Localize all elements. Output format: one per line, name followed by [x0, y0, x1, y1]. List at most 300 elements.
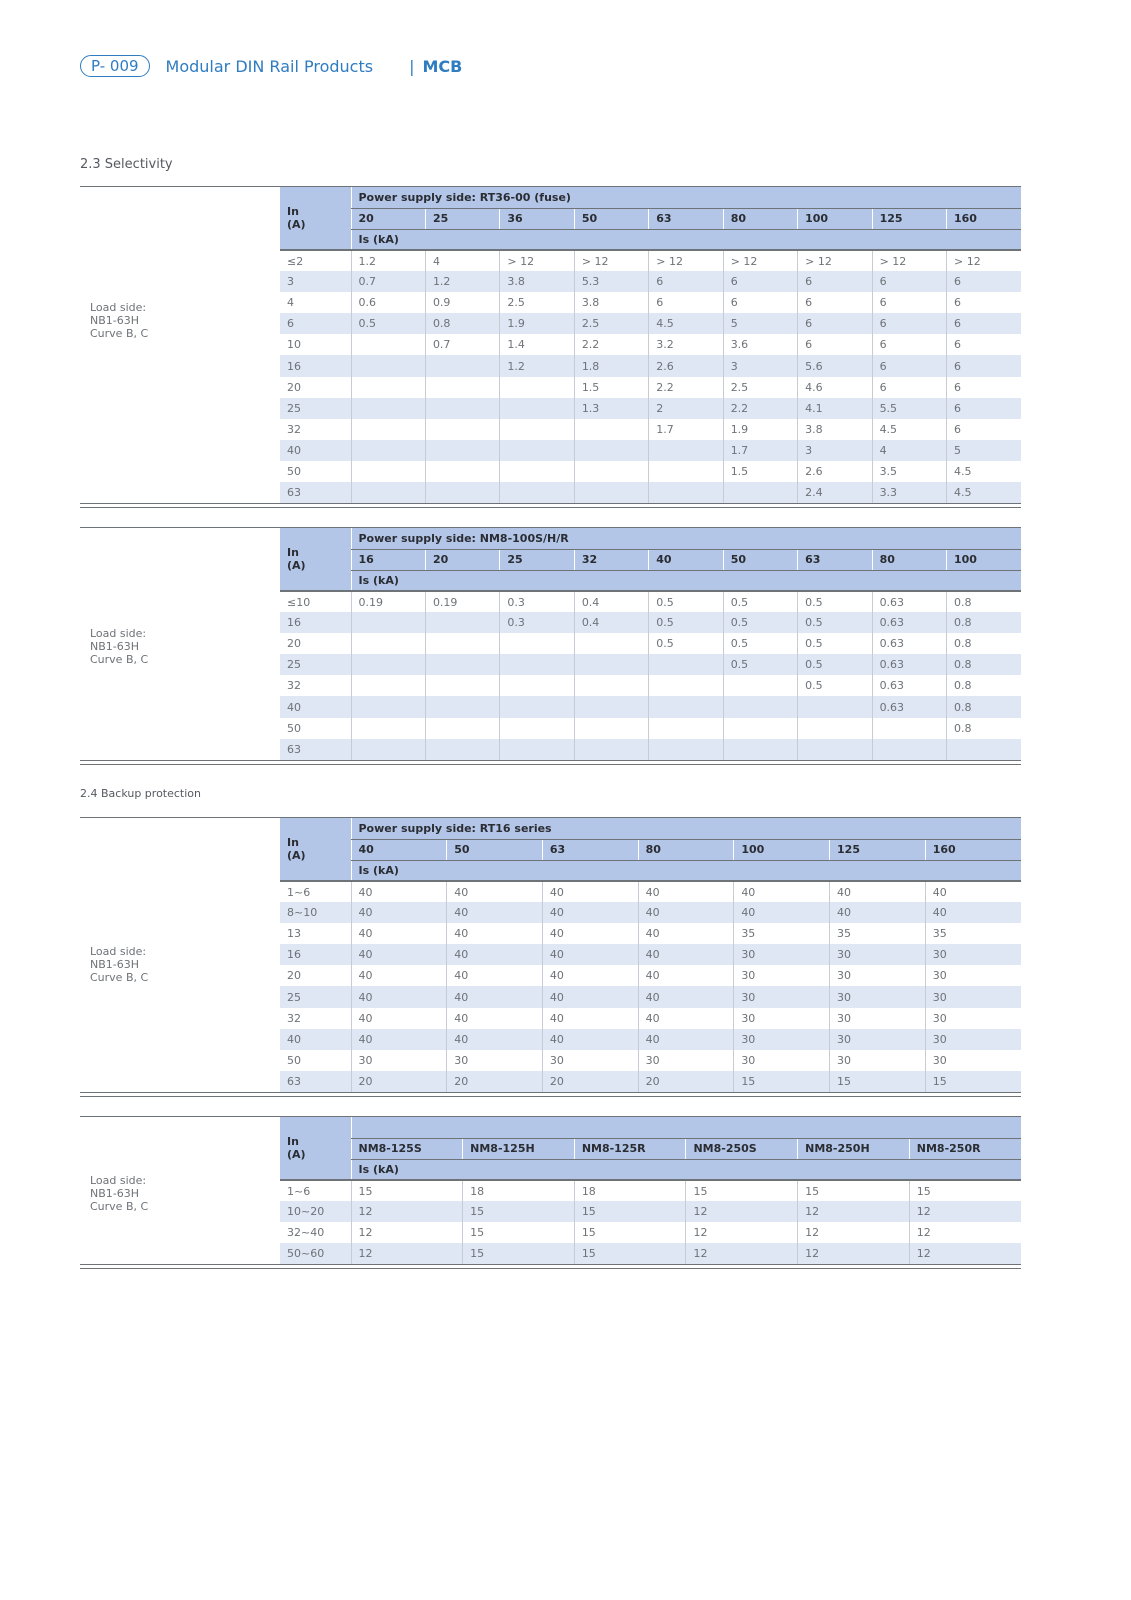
is-value-cell: 2.2: [574, 334, 648, 355]
is-value-cell: 4.5: [649, 313, 723, 334]
is-value-cell: 1.9: [723, 419, 797, 440]
in-header-line: In: [287, 205, 299, 218]
is-value-cell: 35: [830, 923, 926, 944]
is-value-cell: 6: [649, 292, 723, 313]
is-value-cell: 0.8: [947, 696, 1022, 717]
is-value-cell: 12: [351, 1201, 463, 1222]
is-value-cell: 30: [830, 986, 926, 1007]
is-value-cell: 30: [447, 1050, 543, 1071]
is-value-cell: [500, 696, 574, 717]
table-bottom-rule: [80, 1264, 1021, 1269]
is-value-cell: 0.19: [351, 591, 425, 612]
table-row: [280, 675, 1021, 696]
in-header-line: (A): [287, 849, 306, 862]
table-row: [280, 923, 1021, 944]
is-value-cell: [425, 440, 499, 461]
column-header-cell: 80: [872, 549, 946, 570]
is-value-cell: 0.63: [872, 633, 946, 654]
is-value-cell: 30: [925, 965, 1021, 986]
column-header-cell: 63: [649, 208, 723, 229]
is-value-cell: 30: [925, 1008, 1021, 1029]
is-value-cell: [574, 482, 648, 503]
is-value-cell: 6: [947, 271, 1022, 292]
is-value-cell: 40: [638, 986, 734, 1007]
is-value-cell: 6: [723, 271, 797, 292]
is-value-cell: 0.8: [947, 591, 1022, 612]
is-value-cell: 0.5: [649, 633, 723, 654]
is-value-cell: 1.9: [500, 313, 574, 334]
is-value-cell: [798, 718, 872, 739]
is-value-cell: 20: [351, 1071, 447, 1092]
is-value-cell: 40: [542, 965, 638, 986]
load-side-line: Load side:: [90, 945, 147, 958]
table-row: [280, 1050, 1021, 1071]
is-value-cell: [500, 633, 574, 654]
column-header-cell: 100: [734, 839, 830, 860]
is-value-cell: 4.5: [947, 461, 1022, 482]
is-value-cell: [425, 696, 499, 717]
header-tag: MCB: [422, 56, 463, 76]
is-value-cell: 6: [947, 419, 1022, 440]
is-value-cell: 1.5: [574, 377, 648, 398]
load-side-label: [90, 301, 148, 340]
is-value-cell: 30: [830, 944, 926, 965]
is-value-cell: > 12: [500, 250, 574, 271]
is-value-cell: 40: [351, 1029, 447, 1050]
in-value-cell: 20: [280, 965, 351, 986]
is-value-cell: 40: [542, 923, 638, 944]
is-value-cell: [723, 718, 797, 739]
is-value-cell: 0.8: [947, 718, 1022, 739]
is-value-cell: 4: [872, 440, 946, 461]
is-value-cell: 40: [734, 902, 830, 923]
in-value-cell: 40: [280, 440, 351, 461]
table-row: [280, 461, 1021, 482]
in-value-cell: 10: [280, 334, 351, 355]
is-value-cell: 0.5: [723, 591, 797, 612]
supply-header-cell: [351, 1117, 1021, 1138]
is-value-cell: 15: [925, 1071, 1021, 1092]
is-value-cell: 30: [351, 1050, 447, 1071]
is-value-cell: 2: [649, 398, 723, 419]
table-row: [280, 902, 1021, 923]
in-value-cell: 25: [280, 654, 351, 675]
is-value-cell: 6: [872, 313, 946, 334]
table-row: [280, 612, 1021, 633]
is-value-cell: > 12: [798, 250, 872, 271]
is-value-cell: 12: [798, 1222, 910, 1243]
in-header-line: (A): [287, 1148, 306, 1161]
is-value-cell: [574, 654, 648, 675]
column-header-cell: 25: [500, 549, 574, 570]
is-value-cell: [351, 696, 425, 717]
is-value-cell: [351, 718, 425, 739]
in-value-cell: 25: [280, 986, 351, 1007]
is-value-cell: 40: [351, 1008, 447, 1029]
table-row: [280, 965, 1021, 986]
is-value-cell: 4: [425, 250, 499, 271]
is-value-cell: 20: [542, 1071, 638, 1092]
is-value-cell: 0.19: [425, 591, 499, 612]
table-row: [280, 633, 1021, 654]
in-value-cell: 25: [280, 398, 351, 419]
is-value-cell: 6: [947, 355, 1022, 376]
table-row: [280, 482, 1021, 503]
is-value-cell: 30: [830, 1050, 926, 1071]
is-value-cell: 12: [909, 1243, 1021, 1264]
is-value-cell: 40: [734, 881, 830, 902]
column-header-row: [280, 208, 1021, 229]
is-header-row: [280, 570, 1021, 591]
is-value-cell: 40: [447, 986, 543, 1007]
is-value-cell: 15: [798, 1180, 910, 1201]
table-row: [280, 1180, 1021, 1201]
is-value-cell: 5: [723, 313, 797, 334]
is-value-cell: 15: [463, 1243, 575, 1264]
is-value-cell: 0.5: [798, 654, 872, 675]
is-header-cell: Is (kA): [351, 1159, 1021, 1180]
data-table: [280, 818, 1021, 1092]
is-value-cell: 40: [351, 881, 447, 902]
load-side-line: Curve B, C: [90, 971, 149, 984]
is-value-cell: 0.8: [947, 612, 1022, 633]
is-value-cell: [574, 696, 648, 717]
is-value-cell: 15: [574, 1201, 686, 1222]
is-value-cell: 40: [638, 881, 734, 902]
is-value-cell: [574, 633, 648, 654]
is-value-cell: 6: [798, 334, 872, 355]
table-row: [280, 313, 1021, 334]
in-value-cell: 16: [280, 944, 351, 965]
supply-header-cell: Power supply side: RT16 series: [351, 818, 1021, 839]
is-value-cell: [723, 482, 797, 503]
is-value-cell: [425, 419, 499, 440]
is-value-cell: [649, 739, 723, 760]
is-value-cell: 0.4: [574, 612, 648, 633]
is-value-cell: 40: [447, 923, 543, 944]
is-value-cell: 6: [947, 292, 1022, 313]
is-value-cell: [351, 398, 425, 419]
table-row: [280, 355, 1021, 376]
is-value-cell: 15: [351, 1180, 463, 1201]
table-row: [280, 1201, 1021, 1222]
load-side-line: Curve B, C: [90, 327, 149, 340]
is-value-cell: 12: [798, 1243, 910, 1264]
is-value-cell: 0.5: [798, 612, 872, 633]
is-value-cell: 12: [798, 1201, 910, 1222]
is-value-cell: [723, 675, 797, 696]
table-block: [80, 1116, 1021, 1269]
in-value-cell: 3: [280, 271, 351, 292]
in-header-cell: [280, 528, 351, 591]
is-value-cell: 30: [830, 1029, 926, 1050]
is-value-cell: 40: [542, 902, 638, 923]
column-header-cell: 63: [542, 839, 638, 860]
is-value-cell: [351, 612, 425, 633]
is-value-cell: 12: [351, 1243, 463, 1264]
in-value-cell: 32: [280, 675, 351, 696]
is-value-cell: 6: [872, 271, 946, 292]
in-header-line: In: [287, 546, 299, 559]
is-value-cell: 6: [723, 292, 797, 313]
section-title-selectivity: 2.3 Selectivity: [80, 157, 173, 172]
is-value-cell: [425, 482, 499, 503]
in-value-cell: 50: [280, 461, 351, 482]
is-value-cell: 40: [447, 902, 543, 923]
is-value-cell: 30: [734, 1008, 830, 1029]
is-value-cell: [649, 675, 723, 696]
table-row: [280, 881, 1021, 902]
table-row: [280, 1071, 1021, 1092]
is-value-cell: [947, 739, 1022, 760]
data-table: [280, 187, 1021, 503]
column-header-cell: 160: [947, 208, 1022, 229]
is-value-cell: [649, 482, 723, 503]
is-value-cell: 6: [947, 334, 1022, 355]
is-value-cell: 0.63: [872, 696, 946, 717]
in-value-cell: 6: [280, 313, 351, 334]
is-value-cell: 3: [723, 355, 797, 376]
is-value-cell: 40: [542, 881, 638, 902]
is-value-cell: [872, 739, 946, 760]
load-side-line: Load side:: [90, 301, 147, 314]
is-value-cell: 30: [734, 986, 830, 1007]
column-header-cell: NM8-125R: [574, 1138, 686, 1159]
header-separator: |: [409, 56, 415, 76]
is-value-cell: 35: [734, 923, 830, 944]
supply-header-row: [280, 1117, 1021, 1138]
in-value-cell: 63: [280, 1071, 351, 1092]
column-header-cell: 50: [723, 549, 797, 570]
is-value-cell: 3.5: [872, 461, 946, 482]
header-title: Modular DIN Rail Products: [165, 56, 374, 76]
is-value-cell: 40: [351, 902, 447, 923]
is-value-cell: 40: [638, 902, 734, 923]
column-header-cell: 16: [351, 549, 425, 570]
is-value-cell: 40: [351, 986, 447, 1007]
in-header-line: (A): [287, 559, 306, 572]
data-table: [280, 528, 1021, 760]
table-row: [280, 944, 1021, 965]
is-value-cell: 30: [830, 1008, 926, 1029]
supply-header-row: [280, 818, 1021, 839]
is-value-cell: [500, 654, 574, 675]
is-value-cell: 1.2: [351, 250, 425, 271]
is-value-cell: 0.8: [947, 633, 1022, 654]
table-bottom-rule: [80, 503, 1021, 508]
is-value-cell: 40: [638, 1008, 734, 1029]
is-value-cell: 1.2: [500, 355, 574, 376]
in-value-cell: 32~40: [280, 1222, 351, 1243]
is-value-cell: 2.4: [798, 482, 872, 503]
is-value-cell: 0.6: [351, 292, 425, 313]
column-header-cell: 100: [798, 208, 872, 229]
is-value-cell: [574, 419, 648, 440]
in-value-cell: 40: [280, 696, 351, 717]
column-header-cell: NM8-125H: [463, 1138, 575, 1159]
is-value-cell: > 12: [574, 250, 648, 271]
is-value-cell: 30: [925, 986, 1021, 1007]
table-row: [280, 718, 1021, 739]
is-value-cell: 1.7: [649, 419, 723, 440]
is-value-cell: [872, 718, 946, 739]
is-value-cell: > 12: [649, 250, 723, 271]
is-value-cell: 12: [686, 1222, 798, 1243]
is-value-cell: 35: [925, 923, 1021, 944]
is-value-cell: 30: [830, 965, 926, 986]
table-row: [280, 696, 1021, 717]
is-value-cell: 1.8: [574, 355, 648, 376]
is-value-cell: 5.5: [872, 398, 946, 419]
is-value-cell: > 12: [723, 250, 797, 271]
is-value-cell: > 12: [872, 250, 946, 271]
column-header-cell: 20: [425, 549, 499, 570]
is-value-cell: 6: [798, 271, 872, 292]
load-side-line: Load side:: [90, 1174, 147, 1187]
is-header-cell: Is (kA): [351, 860, 1021, 881]
is-value-cell: 3.2: [649, 334, 723, 355]
is-value-cell: [500, 675, 574, 696]
is-value-cell: > 12: [947, 250, 1022, 271]
is-value-cell: [574, 718, 648, 739]
load-side-line: NB1-63H: [90, 640, 140, 653]
table-block: [80, 527, 1021, 765]
in-header-cell: [280, 818, 351, 881]
is-value-cell: [500, 440, 574, 461]
is-value-cell: 2.5: [723, 377, 797, 398]
is-value-cell: [351, 482, 425, 503]
is-value-cell: 3.8: [798, 419, 872, 440]
is-value-cell: 20: [638, 1071, 734, 1092]
is-value-cell: 5: [947, 440, 1022, 461]
is-header-cell: Is (kA): [351, 229, 1021, 250]
is-value-cell: 0.5: [723, 654, 797, 675]
is-value-cell: [649, 718, 723, 739]
is-value-cell: 0.5: [723, 633, 797, 654]
is-value-cell: [351, 355, 425, 376]
table-row: [280, 1008, 1021, 1029]
is-value-cell: 6: [798, 292, 872, 313]
is-value-cell: 40: [447, 881, 543, 902]
in-header-cell: [280, 187, 351, 250]
is-value-cell: [425, 718, 499, 739]
is-value-cell: 5.3: [574, 271, 648, 292]
load-side-line: Load side:: [90, 627, 147, 640]
is-value-cell: [500, 482, 574, 503]
is-header-row: [280, 1159, 1021, 1180]
is-value-cell: 0.3: [500, 591, 574, 612]
is-value-cell: [351, 633, 425, 654]
is-value-cell: [574, 739, 648, 760]
column-header-cell: 63: [798, 549, 872, 570]
is-value-cell: 1.2: [425, 271, 499, 292]
table-row: [280, 271, 1021, 292]
is-value-cell: [425, 355, 499, 376]
is-value-cell: 30: [734, 965, 830, 986]
is-value-cell: 0.63: [872, 591, 946, 612]
is-value-cell: [351, 419, 425, 440]
is-value-cell: 0.5: [649, 612, 723, 633]
supply-header-cell: Power supply side: RT36-00 (fuse): [351, 187, 1021, 208]
supply-header-row: [280, 187, 1021, 208]
is-value-cell: 40: [830, 881, 926, 902]
is-value-cell: 0.8: [425, 313, 499, 334]
is-value-cell: 40: [351, 965, 447, 986]
in-header-line: In: [287, 1135, 299, 1148]
is-value-cell: [425, 654, 499, 675]
column-header-cell: 20: [351, 208, 425, 229]
in-value-cell: 32: [280, 1008, 351, 1029]
is-value-cell: [500, 461, 574, 482]
column-header-cell: NM8-250H: [798, 1138, 910, 1159]
is-value-cell: 40: [830, 902, 926, 923]
is-value-cell: 12: [686, 1243, 798, 1264]
table-row: [280, 739, 1021, 760]
is-value-cell: [574, 440, 648, 461]
supply-header-row: [280, 528, 1021, 549]
is-value-cell: [723, 739, 797, 760]
is-value-cell: [425, 612, 499, 633]
is-value-cell: [574, 461, 648, 482]
in-value-cell: 8~10: [280, 902, 351, 923]
table-row: [280, 1222, 1021, 1243]
in-value-cell: 63: [280, 482, 351, 503]
is-value-cell: [500, 739, 574, 760]
is-value-cell: 40: [638, 923, 734, 944]
is-value-cell: [500, 377, 574, 398]
is-value-cell: 15: [686, 1180, 798, 1201]
is-value-cell: 0.5: [649, 591, 723, 612]
is-value-cell: 12: [686, 1201, 798, 1222]
load-side-line: Curve B, C: [90, 1200, 149, 1213]
table-row: [280, 986, 1021, 1007]
is-value-cell: 15: [463, 1201, 575, 1222]
is-value-cell: 40: [638, 965, 734, 986]
in-value-cell: 40: [280, 1029, 351, 1050]
in-value-cell: 1~6: [280, 1180, 351, 1201]
is-value-cell: 3: [798, 440, 872, 461]
column-header-cell: 36: [500, 208, 574, 229]
column-header-row: [280, 549, 1021, 570]
table-row: [280, 440, 1021, 461]
is-value-cell: 4.1: [798, 398, 872, 419]
is-value-cell: 0.5: [798, 591, 872, 612]
in-value-cell: 20: [280, 633, 351, 654]
is-value-cell: 30: [925, 1029, 1021, 1050]
is-value-cell: 6: [649, 271, 723, 292]
in-value-cell: 16: [280, 355, 351, 376]
is-value-cell: [500, 398, 574, 419]
is-value-cell: 3.6: [723, 334, 797, 355]
in-value-cell: 20: [280, 377, 351, 398]
is-value-cell: 40: [447, 1029, 543, 1050]
column-header-cell: NM8-250R: [909, 1138, 1021, 1159]
load-side-line: NB1-63H: [90, 1187, 140, 1200]
is-value-cell: 40: [542, 944, 638, 965]
is-value-cell: 0.63: [872, 654, 946, 675]
in-value-cell: ≤10: [280, 591, 351, 612]
is-value-cell: 30: [542, 1050, 638, 1071]
is-value-cell: 30: [925, 944, 1021, 965]
is-value-cell: [425, 739, 499, 760]
is-value-cell: 40: [447, 965, 543, 986]
is-value-cell: [425, 377, 499, 398]
is-value-cell: 2.2: [649, 377, 723, 398]
is-value-cell: 4.5: [872, 419, 946, 440]
column-header-cell: 40: [649, 549, 723, 570]
column-header-cell: 125: [830, 839, 926, 860]
is-value-cell: 40: [925, 881, 1021, 902]
